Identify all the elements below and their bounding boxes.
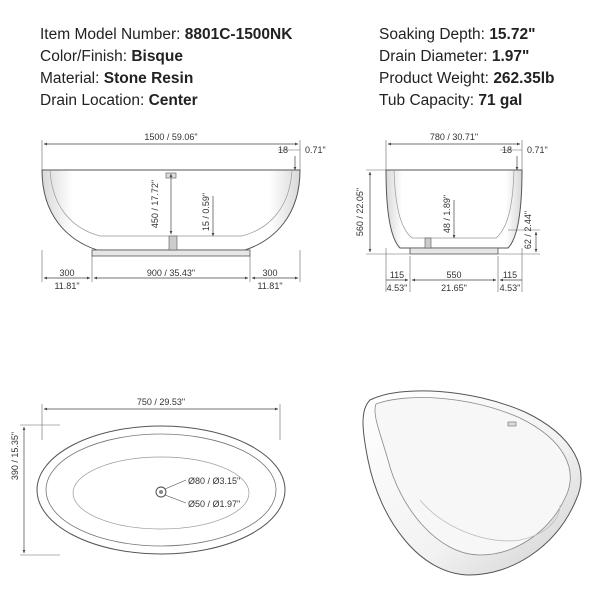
side-right-offset-mm: 115 [502, 270, 518, 280]
front-base-height-label: 15 / 0.59" [201, 192, 211, 232]
side-drain-offset-label: 48 / 1.89" [442, 194, 452, 234]
side-base-width-mm: 550 [446, 270, 462, 280]
top-overflow-label: Ø80 / Ø3.15" [188, 476, 241, 486]
spec-material-value: Stone Resin [103, 70, 194, 87]
spec-product-weight-label: Product Weight: [379, 70, 489, 87]
side-height-label: 560 / 22.05" [355, 187, 365, 237]
side-base-width-in: 21.65" [441, 283, 467, 293]
front-base [92, 250, 250, 256]
side-left-offset-mm: 115 [389, 270, 405, 280]
spec-drain-diameter-value: 1.97" [491, 48, 530, 65]
spec-tub-capacity-value: 71 gal [478, 92, 523, 109]
front-left-offset-mm: 300 [59, 268, 75, 278]
side-drain-pipe [425, 238, 431, 248]
side-left-offset-in: 4.53" [386, 283, 408, 293]
top-length-label: 390 / 15.35" [10, 431, 20, 481]
side-leg-height-label: 62 / 2.44" [523, 210, 533, 250]
side-rim-in: 0.71" [527, 145, 548, 155]
spec-model-value: 8801C-1500NK [184, 26, 293, 43]
spec-material-label: Material: [40, 70, 100, 87]
spec-tub-capacity-label: Tub Capacity: [379, 92, 475, 109]
front-depth-label: 450 / 17.72" [150, 179, 160, 229]
side-rim-mm: 18 [501, 145, 513, 155]
front-width-label: 1500 / 59.06" [144, 132, 198, 142]
spec-drain-location-label: Drain Location: [40, 92, 145, 109]
front-rim-in: 0.71" [305, 145, 326, 155]
top-width-label: 750 / 29.53" [136, 397, 186, 407]
spec-model-label: Item Model Number: [40, 26, 181, 43]
iso-overflow-icon [508, 422, 516, 426]
spec-soaking-depth-value: 15.72" [489, 26, 536, 43]
spec-drain-location-value: Center [148, 92, 198, 109]
side-width-label: 780 / 30.71" [429, 132, 479, 142]
front-drain-pipe [169, 236, 177, 250]
front-rim-mm: 18 [277, 145, 289, 155]
isometric-view [363, 391, 581, 575]
front-right-offset-mm: 300 [262, 268, 278, 278]
front-right-offset-in: 11.81" [257, 281, 283, 291]
front-left-offset-in: 11.81" [54, 281, 80, 291]
side-view [355, 132, 548, 293]
side-right-offset-in: 4.53" [499, 283, 521, 293]
spec-drain-diameter-label: Drain Diameter: [379, 48, 488, 65]
spec-color-value: Bisque [131, 48, 183, 65]
top-view [10, 397, 285, 555]
side-base [410, 248, 498, 254]
top-drain-label: Ø50 / Ø1.97" [188, 499, 241, 509]
spec-color-label: Color/Finish: [40, 48, 127, 65]
front-view [42, 132, 326, 291]
top-drain-center [159, 490, 163, 494]
spec-product-weight-value: 262.35lb [493, 70, 555, 87]
front-base-width-label: 900 / 35.43" [146, 268, 196, 278]
spec-soaking-depth-label: Soaking Depth: [379, 26, 485, 43]
